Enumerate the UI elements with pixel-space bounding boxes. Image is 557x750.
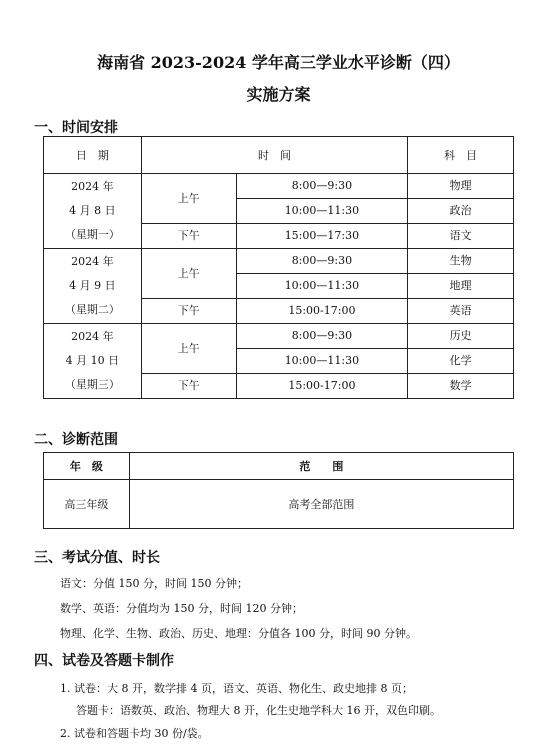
time-cell: 15:00—17:30 [236, 224, 408, 249]
time-cell: 8:00—9:30 [236, 174, 408, 199]
period-cell: 上午 [141, 174, 236, 224]
score-line: 数学、英语：分值均为 150 分，时间 120 分钟； [60, 602, 303, 615]
time-cell: 10:00—11:30 [236, 274, 408, 299]
schedule-row [44, 174, 514, 199]
date-cell [44, 174, 142, 249]
time-cell: 15:00-17:00 [236, 374, 408, 399]
scope-row [44, 480, 514, 529]
date-month-day: 4 月 8 日 [69, 204, 116, 217]
subject-cell: 英语 [408, 299, 514, 324]
time-cell: 10:00—11:30 [236, 199, 408, 224]
schedule-row [44, 249, 514, 274]
production-line: 1. 试卷：大 8 开，数学排 4 页，语文、英语、物化生、政史地排 8 页； [60, 682, 413, 695]
document-title: 海南省 2023-2024 学年高三学业水平诊断（四） [97, 53, 460, 72]
header-date: 日 期 [44, 137, 142, 174]
date-weekday: （星期二） [64, 303, 120, 316]
production-line: 答题卡：语数英、政治、物理大 8 开，化生史地学科大 16 开，双色印刷。 [76, 704, 441, 717]
period-cell: 上午 [141, 249, 236, 299]
document-subtitle: 实施方案 [246, 85, 311, 104]
subject-cell: 物理 [408, 174, 514, 199]
period-cell: 下午 [141, 374, 236, 399]
schedule-table [43, 136, 514, 399]
schedule-row [44, 324, 514, 349]
scope-header-row [44, 453, 514, 480]
subject-cell: 政治 [408, 199, 514, 224]
header-subject: 科 目 [408, 137, 514, 174]
subject-cell: 化学 [408, 349, 514, 374]
production-line: 2. 试卷和答题卡均 30 份/袋。 [60, 727, 209, 740]
date-weekday: （星期一） [64, 228, 120, 241]
date-year: 2024 年 [71, 255, 114, 268]
time-cell: 10:00—11:30 [236, 349, 408, 374]
subject-cell: 地理 [408, 274, 514, 299]
period-cell: 下午 [141, 224, 236, 249]
date-year: 2024 年 [71, 180, 114, 193]
score-line: 语文：分值 150 分，时间 150 分钟； [60, 577, 248, 590]
date-cell [44, 249, 142, 324]
header-time: 时 间 [141, 137, 407, 174]
header-range: 范 围 [129, 453, 513, 480]
date-month-day: 4 月 10 日 [65, 354, 120, 367]
section-heading-production: 四、试卷及答题卡制作 [34, 653, 174, 669]
subject-cell: 生物 [408, 249, 514, 274]
header-grade: 年 级 [44, 453, 130, 480]
time-cell: 8:00—9:30 [236, 249, 408, 274]
section-heading-schedule: 一、时间安排 [34, 120, 118, 136]
date-month-day: 4 月 9 日 [69, 279, 116, 292]
section-heading-scores: 三、考试分值、时长 [34, 550, 160, 566]
date-cell [44, 324, 142, 399]
subject-cell: 历史 [408, 324, 514, 349]
section-heading-scope: 二、诊断范围 [34, 432, 118, 448]
period-cell: 下午 [141, 299, 236, 324]
date-weekday: （星期三） [64, 378, 120, 391]
grade-cell: 高三年级 [44, 480, 130, 529]
scope-table [43, 452, 514, 529]
date-year: 2024 年 [71, 330, 114, 343]
time-cell: 8:00—9:30 [236, 324, 408, 349]
subject-cell: 数学 [408, 374, 514, 399]
range-cell: 高考全部范围 [129, 480, 513, 529]
score-line: 物理、化学、生物、政治、历史、地理：分值各 100 分，时间 90 分钟。 [60, 627, 417, 640]
subject-cell: 语文 [408, 224, 514, 249]
time-cell: 15:00-17:00 [236, 299, 408, 324]
schedule-header-row [44, 137, 514, 174]
period-cell: 上午 [141, 324, 236, 374]
